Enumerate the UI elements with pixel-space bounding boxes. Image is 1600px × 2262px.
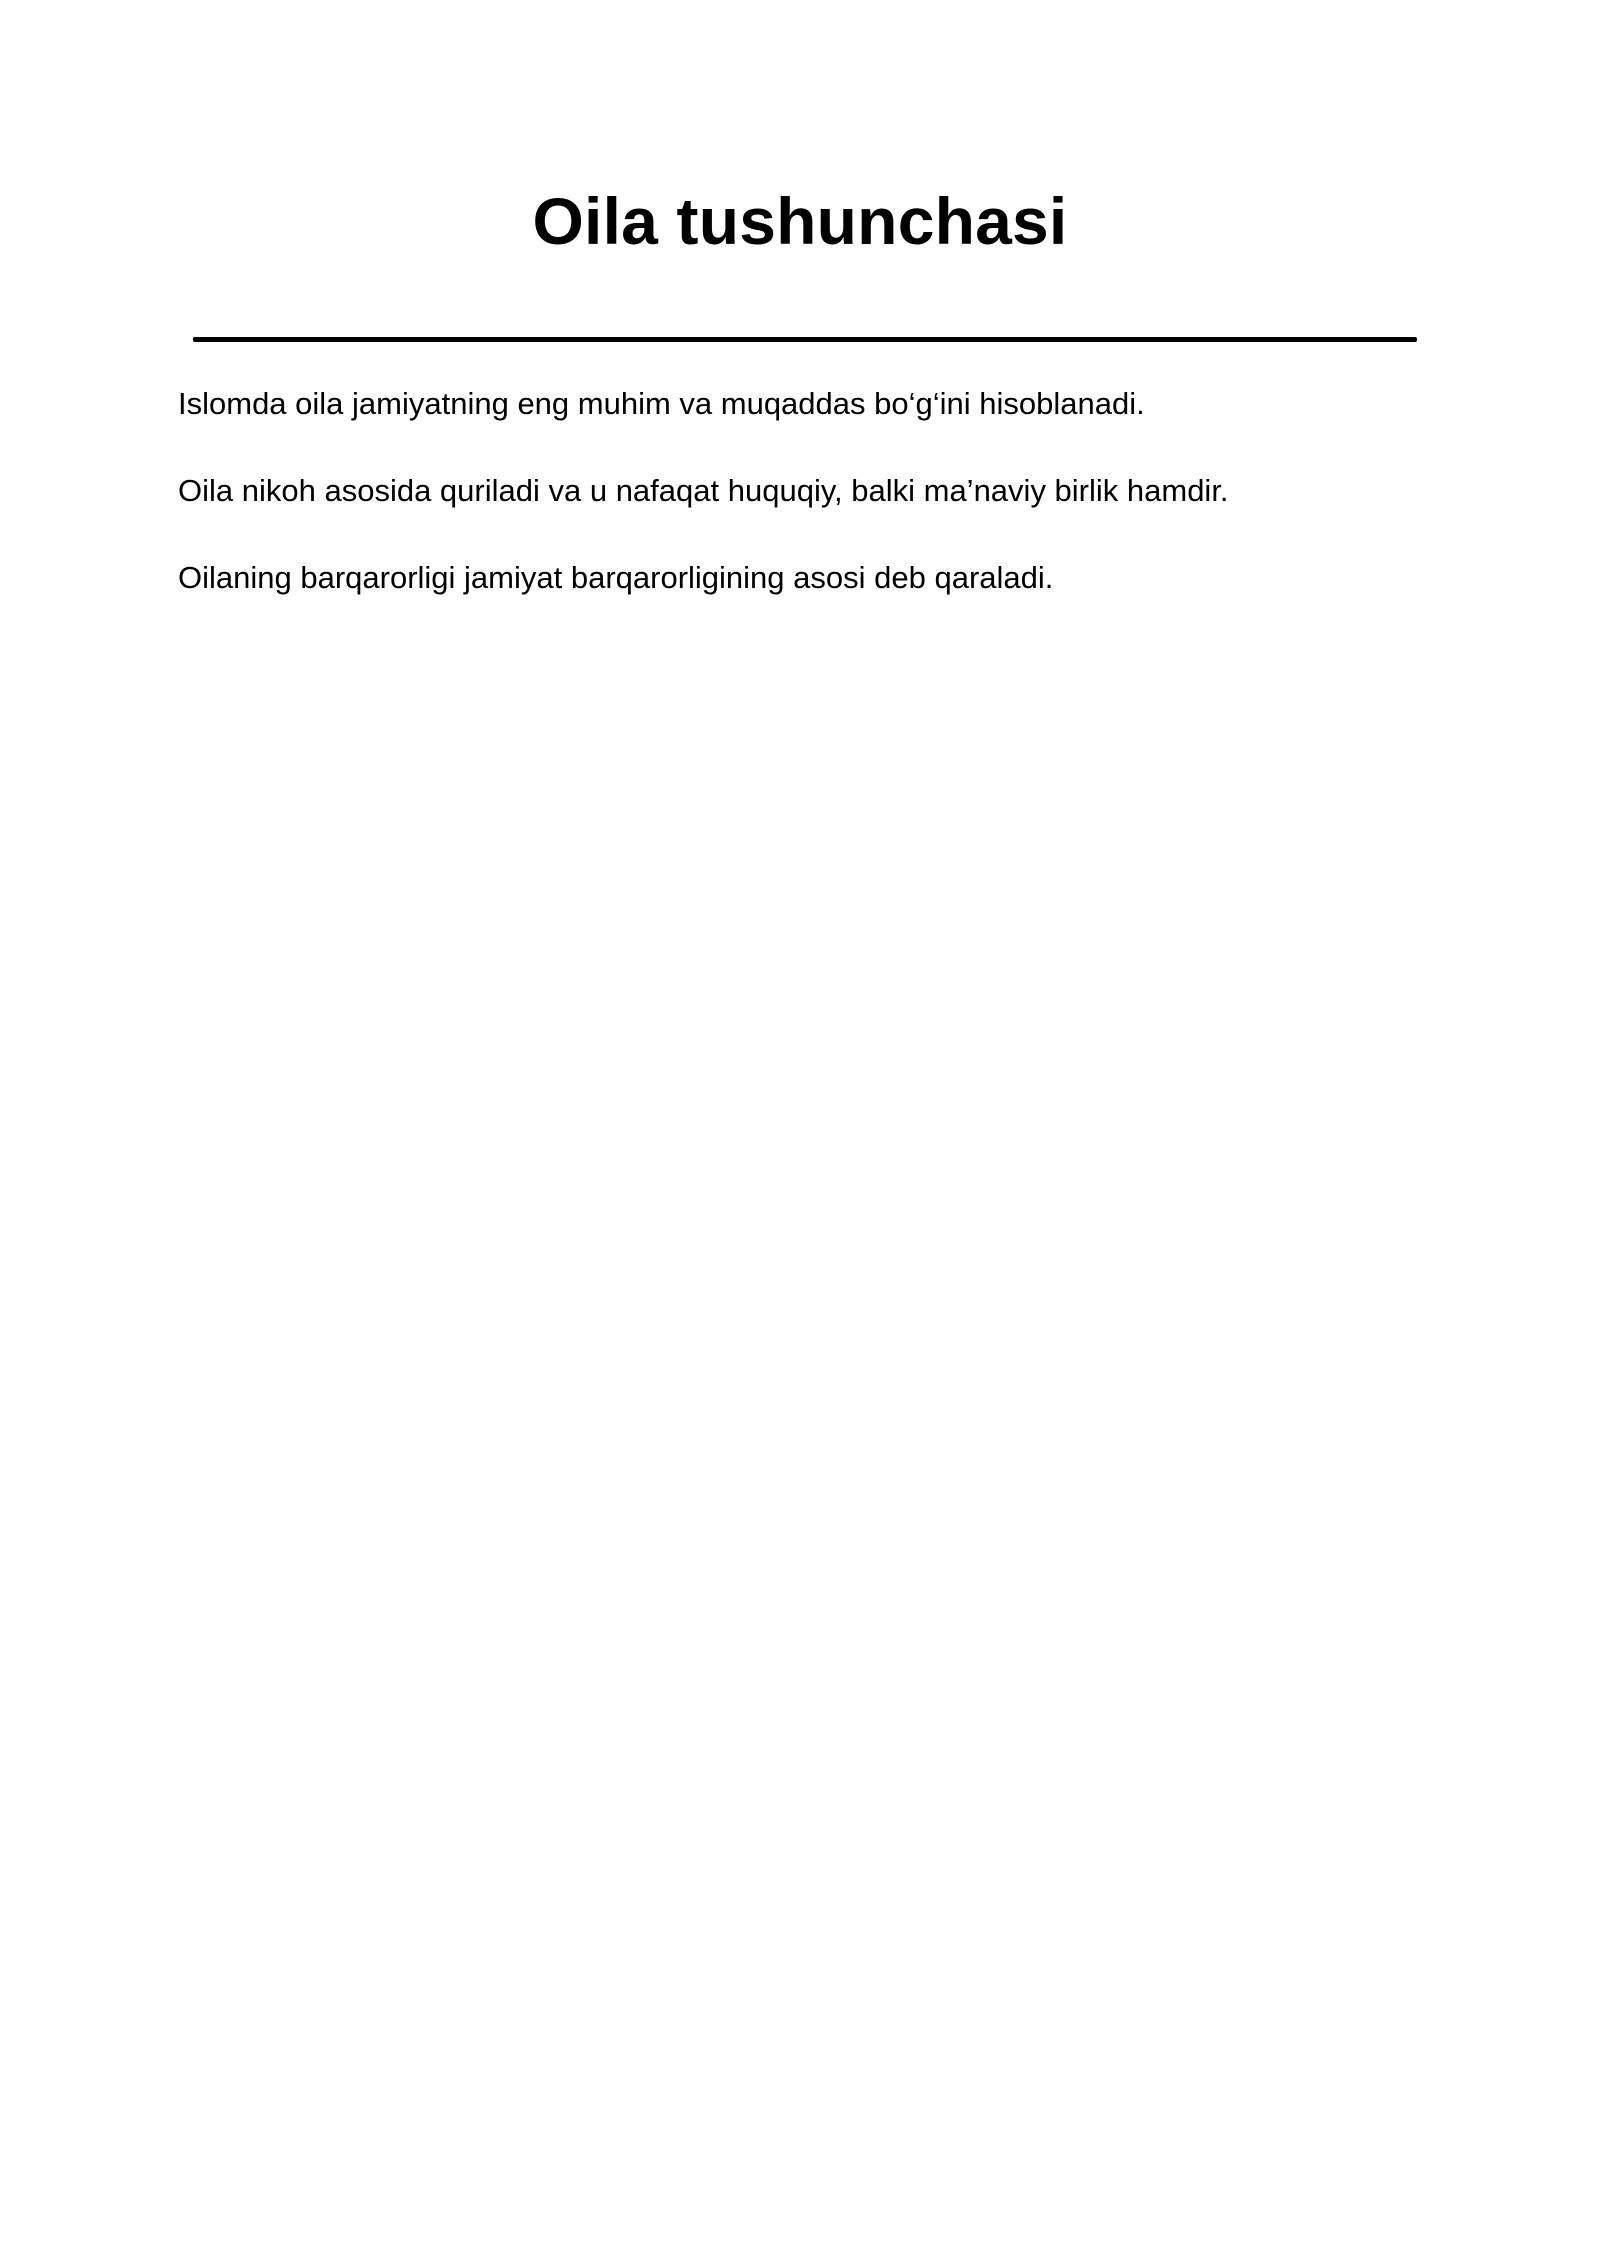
- paragraph-2: Oila nikoh asosida quriladi va u nafaqat huquqiy, balki ma’naviy birlik hamdir.: [178, 473, 1229, 508]
- title-divider: [193, 337, 1417, 342]
- page-title: Oila tushunchasi: [532, 184, 1068, 258]
- paragraph-1: Islomda oila jamiyatning eng muhim va muqaddas bo‘g‘ini hisoblanadi.: [178, 386, 1145, 421]
- paragraph-3: Oilaning barqarorligi jamiyat barqarorligining asosi deb qaraladi.: [178, 560, 1054, 595]
